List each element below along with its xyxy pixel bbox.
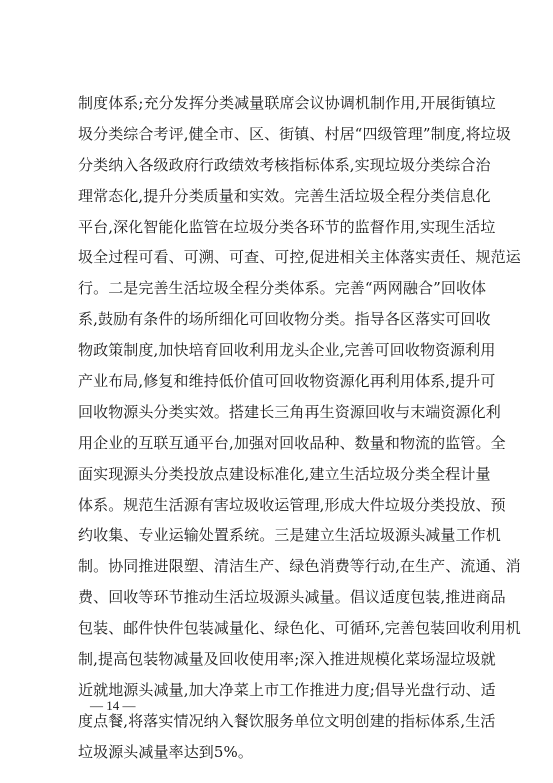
text-line: 平台,深化智能化监管在垃圾分类各环节的监督作用,实现生活垃 (78, 217, 496, 236)
text-line: 理常态化,提升分类质量和实效。完善生活垃圾全程分类信息化 (78, 186, 491, 205)
text-line: 包装、邮件快件包装减量化、绿色化、可循环,完善包装回收利用机 (78, 619, 521, 638)
text-line: 费、回收等环节推动生活垃圾源头减量。倡议适度包装,推进商品 (78, 588, 506, 607)
text-line: 行。二是完善生活垃圾全程分类体系。完善“两网融合”回收体 (78, 279, 487, 298)
text-line: 回收物源头分类实效。搭建长三角再生资源回收与末端资源化利 (78, 402, 501, 421)
page-number: — 14 — (90, 698, 136, 713)
text-line: 用企业的互联互通平台,加强对回收品种、数量和物流的监管。全 (78, 433, 506, 452)
text-line: 产业布局,修复和维持低价值可回收物资源化再利用体系,提升可 (78, 372, 496, 391)
text-line: 体系。规范生活源有害垃圾收运管理,形成大件垃圾分类投放、预 (78, 495, 506, 514)
text-line: 面实现源头分类投放点建设标准化,建立生活垃圾分类全程计量 (78, 464, 491, 483)
text-line: 分类纳入各级政府行政绩效考核指标体系,实现垃圾分类综合治 (78, 155, 491, 174)
text-line: 圾分类综合考评,健全市、区、街镇、村居“四级管理”制度,将垃圾 (78, 124, 511, 143)
text-line: 制。协同推进限塑、清洁生产、绿色消费等行动,在生产、流通、消 (78, 557, 521, 576)
text-line: 圾全过程可看、可溯、可查、可控,促进相关主体落实责任、规范运 (78, 248, 521, 267)
text-line: 近就地源头减量,加大净菜上市工作推进力度;倡导光盘行动、适 (78, 680, 496, 699)
text-line-last: 垃圾源头减量率达到5%。 (78, 742, 253, 761)
text-line: 制度体系;充分发挥分类减量联席会议协调机制作用,开展街镇垃 (78, 94, 496, 112)
text-line: 系,鼓励有条件的场所细化可回收物分类。指导各区落实可回收 (78, 310, 491, 329)
text-line: 度点餐,将落实情况纳入餐饮服务单位文明创建的指标体系,生活 (78, 711, 496, 730)
text-line: 约收集、专业运输处置系统。三是建立生活垃圾源头减量工作机 (78, 526, 501, 545)
text-line: 制,提高包装物减量及回收使用率;深入推进规模化菜场湿垃圾就 (78, 650, 496, 669)
body-text (78, 88, 521, 768)
text-line: 物政策制度,加快培育回收利用龙头企业,完善可回收物资源利用 (78, 341, 496, 360)
